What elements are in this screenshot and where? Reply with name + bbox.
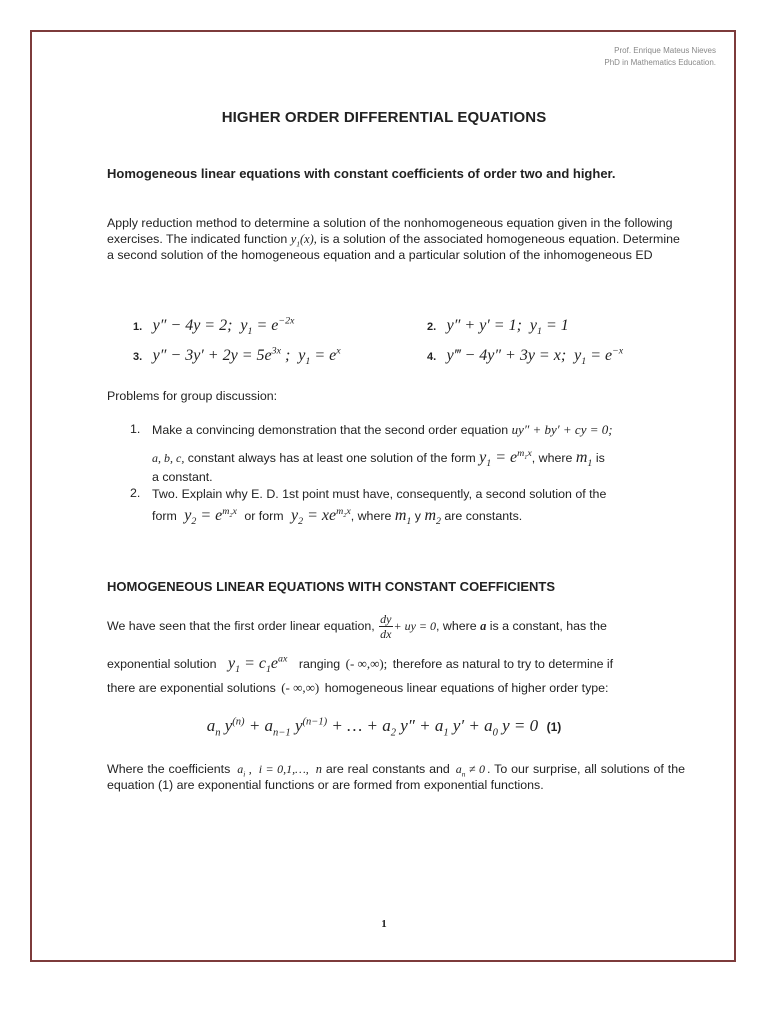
exercise-1 xyxy=(133,315,295,338)
problem-2-line1: Two. Explain why E. D. 1st point must have, consequently, a second solution of the xyxy=(152,487,607,501)
problem-2-text-b: or form xyxy=(244,509,284,523)
section2-text-2: , where xyxy=(436,618,477,633)
problem-1-line1 xyxy=(152,422,685,438)
section2-text-3: is a constant, has the xyxy=(489,618,607,633)
exercise-2-equation: y″ + y′ = 1; $y_1 = 1$ xyxy=(446,317,569,338)
section2-text-7: there are exponential solutions xyxy=(107,681,276,695)
exercise-1-number: 1. xyxy=(133,321,143,333)
section1-intro xyxy=(107,215,685,263)
exercise-3-equation: $y'' - 3y' + 2y = 5e^{3x}$ ; $y_1 = e^x$ xyxy=(152,345,341,368)
problem-1-text-d-a: is xyxy=(595,451,605,465)
section2-line2 xyxy=(107,653,685,676)
intro-function: $y_1(x)$, xyxy=(290,232,317,249)
problem-1-line2 xyxy=(152,447,685,470)
section1-heading: Homogeneous linear equations with constant coefficients of order two and higher. xyxy=(107,166,616,181)
main-equation-number: (1) xyxy=(546,720,562,734)
constant-a: a xyxy=(480,618,487,633)
interval-2: (- ∞,∞) xyxy=(281,680,320,695)
problem-2-number: 2. xyxy=(130,486,141,500)
problem-2-m1: $m_1$ xyxy=(394,507,412,528)
section2-text-10: are real constants and xyxy=(325,762,450,776)
problem-2-form-word: form xyxy=(152,509,177,523)
section2-text-6: therefore as natural to try to determine if xyxy=(392,657,614,671)
exercise-4 xyxy=(427,345,624,368)
intro-text-1: Apply reduction method to determine a solution of the nonhomogeneous equation given in the following exercises. The indicated function xyxy=(107,216,673,246)
problem-2-text-c: , where xyxy=(350,509,392,523)
problem-1-constants: a, b, c, xyxy=(152,451,185,465)
section2-text-1: We have seen that the first order linear equation, xyxy=(107,618,375,633)
exercise-4-equation: y‴ − 4y″ + 3y = x; $y_1 = e^{-x}$ xyxy=(446,345,624,368)
problem-1-line3: a constant. xyxy=(152,470,213,484)
problem-2-form-b: $y_2 = xe^{m_2x}$ xyxy=(291,505,351,528)
exercise-4-number: 4. xyxy=(427,351,437,363)
problem-1-solution-form: $y_1 = e^{m_1x}$ xyxy=(479,447,532,470)
main-equation-row xyxy=(0,716,768,739)
section2-line1 xyxy=(107,612,685,641)
page-number: 1 xyxy=(381,918,387,930)
section2-text-9: Where the coefficients xyxy=(107,762,231,776)
problem-1-equation: uy″ + by′ + cy = 0; xyxy=(511,422,613,437)
problem-2-text-y: y xyxy=(414,509,421,523)
fraction-denominator: dx xyxy=(380,627,392,641)
exercise-3-number: 3. xyxy=(133,351,143,363)
problem-2-line2 xyxy=(152,505,685,528)
interval-1: (- ∞,∞); xyxy=(345,656,388,671)
exercise-2-number: 2. xyxy=(427,321,437,333)
leading-coefficient-condition: $a_n \ne 0$ xyxy=(455,762,486,779)
section2-text-11: . To our surprise, all solutions of the equation (1) are exponential functions or are formed from exponential functions. xyxy=(107,762,685,792)
author-degree: PhD in Mathematics Education. xyxy=(604,58,716,67)
problem-2-form-a: $y_2 = e^{m_2x}$ xyxy=(184,505,237,528)
section2-text-8: homogeneous linear equations of higher order type: xyxy=(324,681,609,695)
exercise-2 xyxy=(427,317,569,338)
exponential-solution: $y_1 = c_1e^{ax}$ xyxy=(228,653,288,676)
group-discussion-label: Problems for group discussion: xyxy=(107,389,278,403)
author-name: Prof. Enrique Mateus Nieves xyxy=(614,46,716,55)
intro-text-2: is a solution of the associated homogeneous equation. Determine a second solution of the homogeneous equation and a particular solution of the inhomogeneous ED xyxy=(107,232,680,262)
problem-1-text-b: constant always has at least one solution of the form xyxy=(187,451,476,465)
problem-1-text-c: , where xyxy=(531,451,573,465)
section2-text-4: exponential solution xyxy=(107,657,217,671)
problem-2-m2: $m_2$ xyxy=(424,507,441,528)
exercise-3 xyxy=(133,345,341,368)
exercise-1-equation: y″ − 4y = 2; $y_1 = e^{-2x}$ xyxy=(152,315,295,338)
coefficient-index: $a_i$ , i = 0,1,…, xyxy=(237,762,309,779)
section2-text-5: ranging xyxy=(298,657,341,671)
problem-1-m1: $m_1$ xyxy=(575,449,593,470)
document-title: HIGHER ORDER DIFFERENTIAL EQUATIONS xyxy=(221,109,547,126)
section2-line3 xyxy=(107,680,685,696)
section2-heading: HOMOGENEOUS LINEAR EQUATIONS WITH CONSTANT COEFFICIENTS xyxy=(107,579,556,594)
problem-1-text-a: Make a convincing demonstration that the second order equation xyxy=(152,423,509,437)
first-order-eq-tail: + uy = 0 xyxy=(393,618,437,633)
problem-2-text-d: are constants. xyxy=(444,509,523,523)
fraction-numerator: dy xyxy=(380,612,392,626)
order-n: n xyxy=(315,762,322,776)
section2-final-paragraph xyxy=(107,761,685,793)
problem-1-number: 1. xyxy=(130,422,141,436)
dy-dx-fraction xyxy=(379,612,392,641)
main-equation: $a_n$ $y^{(n)} + a_{n-1}$ $y^{(n-1)}$ + … + $a_2$ $y'' + a_1$ $y' + a_0$ y = 0 xyxy=(206,716,539,739)
